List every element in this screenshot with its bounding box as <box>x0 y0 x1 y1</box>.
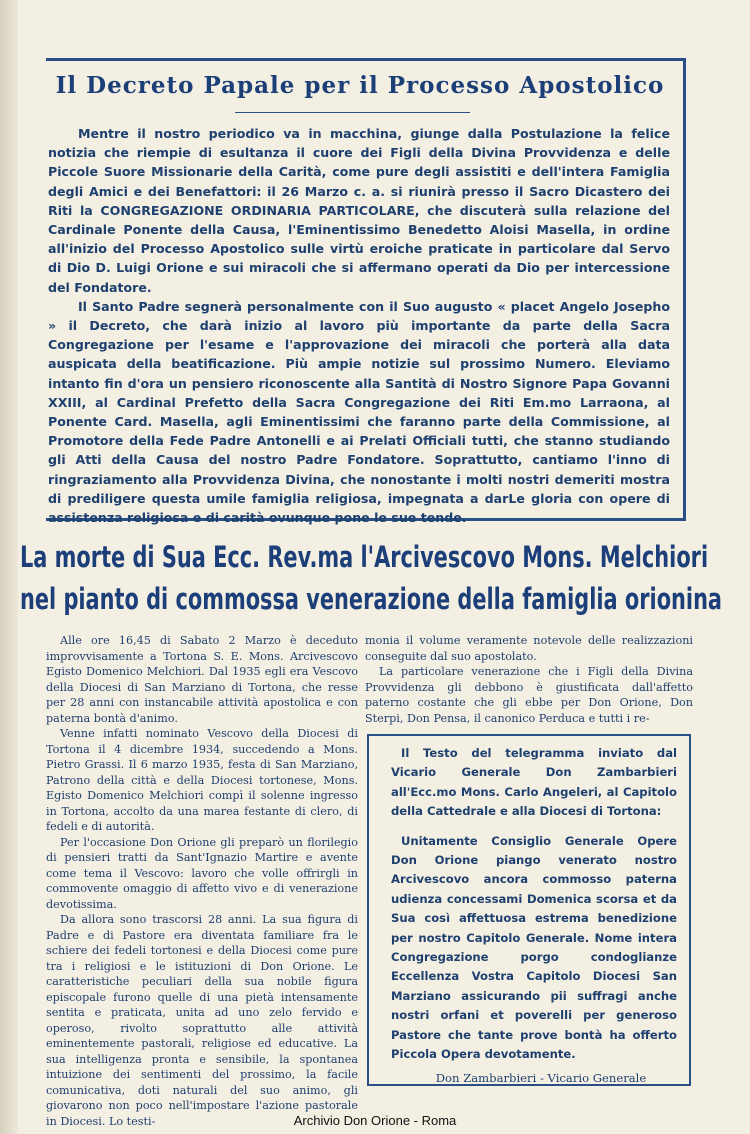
article-paragraph: Per l'occasione Don Orione gli preparò un florilegio di pensieri tratti da Sant'Ignazio Martire e avente come tema il Vescovo: lavoro che volle offrirgli in commovente omaggio di affetto vivo e di venerazione devotissima. <box>46 835 358 911</box>
article-paragraph: Venne infatti nominato Vescovo della Diocesi di Tortona il 4 dicembre 1934, succedendo a Mons. Pietro Grassi. Il 6 marzo 1935, festa di San Marziano, Patrono della città e della Diocesi tortonese, Mons. Egisto Domenico Melchiori compì il solenne ingresso in Tortona, accolto da una marea festante di clero, di fedeli e di autorità. <box>46 727 358 833</box>
title-rule <box>235 112 470 113</box>
article-paragraph: Alle ore 16,45 di Sabato 2 Marzo è deceduto improvvisamente a Tortona S. E. Mons. Arcivescovo Egisto Domenico Melchiori. Dal 1935 egli era Vescovo della Diocesi di San Marziano di Tortona, che resse per 28 anni con instancabile attività apostolica e con paterna bontà d'animo. <box>46 634 358 725</box>
article-headline-line2: nel pianto di commossa venerazione della famiglia orionina <box>20 582 723 616</box>
telegram-message: Unitamente Consiglio Generale Opere Don Orione piango venerato nostro Arcivescovo ancora commosso paterna udienza concessami Domenica scorsa et da Sua così affettuosa estrema benedizione per nostro Capitolo Generale. Nome intera Congregazione porgo condoglianze Eccellenza Vostra Capitolo Diocesi San Marziano assicurando pii suffragi anche nostri orfani et poverelli per generoso Pastore che tante prove bontà ha offerto Piccola Opera devotamente. <box>391 833 677 1062</box>
article-paragraph: La particolare venerazione che i Figli della Divina Provvidenza gli debbono è giustificata dall'affetto paterno costante che gli ebbe per Don Orione, Don Sterpi, Don Pensa, il canonico Perduca e tutti i re- <box>365 665 693 725</box>
page-edge <box>0 0 18 1134</box>
article-paragraph: Da allora sono trascorsi 28 anni. La sua figura di Padre e di Pastore era diventata familiare fra le schiere dei fedeli tortonesi e della Diocesi come pure tra i religiosi e le istituzioni di Don Orione. Le caratteristiche peculiari della sua nobile figura episcopale furono quelle di una pietà intensamente sentita e praticata, unita ad uno zelo fervido e operoso, rivolto soprattutto alle attività eminentemente pastorali, religiose ed educative. La sua intelligenza pronta e sensibile, la spontanea intuizione dei sentimenti del prossimo, la facile comunicativa, doti naturali del suo animo, gli giovarono non poco nell'impostare l'azione pastorale in Diocesi. Lo testi- <box>46 913 358 1128</box>
box-corner <box>46 58 58 61</box>
article-headline-line1: La morte di Sua Ecc. Rev.ma l'Arcivescovo Mons. Melchiori <box>20 540 709 574</box>
archive-footer: Archivio Don Orione - Roma <box>293 1113 457 1128</box>
decree-title: Il Decreto Papale per il Processo Apostolico <box>55 72 665 99</box>
telegram-signature: Don Zambarbieri - Vicario Generale <box>435 1070 647 1085</box>
decree-paragraph: Il Santo Padre segnerà personalmente con il Suo augusto « placet Angelo Josepho » il Decreto, che darà inizio al lavoro più importante da parte della Sacra Congregazione per l'esame e l'approvazione dei miracoli che porterà alla data auspicata della beatificazione. Più ampie notizie sul prossimo Numero. Eleviamo intanto fin d'ora un pensiero riconoscente alla Santità di Nostro Signore Papa Govanni XXIII, al Cardinal Prefetto della Sacra Congregazione dei Riti Em.mo Larraona, al Ponente Card. Masella, agli Eminentissimi che faranno parte della Commissione, al Promotore della Fede Padre Antonelli e ai Prelati Officiali tutti, che stanno studiando gli Atti della Causa del nostro Padre Fondatore. Soprattutto, cantiamo l'inno di ringraziamento alla Provvidenza Divina, che nonostante i molti nostri demeriti mostra di prediligere questa umile famiglia religiosa, impegnata a darLe gloria con opere di assistenza religiosa e di carità ovunque pone le sue tende. <box>48 298 670 526</box>
telegram-intro: Il Testo del telegramma inviato dal Vicario Generale Don Zambarbieri all'Ecc.mo Mons. Carlo Angeleri, al Capitolo della Cattedrale e alla Diocesi di Tortona: <box>391 746 677 819</box>
article-paragraph: monia il volume veramente notevole delle realizzazioni conseguite dal suo apostolato. <box>365 634 693 663</box>
decree-paragraph: Mentre il nostro periodico va in macchina, giunge dalla Postulazione la felice notizia che riempie di esultanza il cuore dei Figli della Divina Provvidenza e delle Piccole Suore Missionarie della Carità, come pure degli assistiti e dell'intera Famiglia degli Amici e dei Benefattori: il 26 Marzo c. a. si riunirà presso il Sacro Dicastero dei Riti la CONGREGAZIONE ORDINARIA PARTICOLARE, che discuterà sulla relazione del Cardinale Ponente della Causa, l'Eminentissimo Benedetto Aloisi Masella, in ordine all'inizio del Processo Apostolico sulle virtù eroiche praticate in particolare dal Servo di Dio D. Luigi Orione e sui miracoli che si affermano operati da Dio per intercessione del Fondatore. <box>48 126 670 295</box>
article-left-column <box>46 633 358 1129</box>
telegram-box <box>367 734 691 1086</box>
decree-body <box>48 124 670 527</box>
article-right-column <box>365 633 693 726</box>
